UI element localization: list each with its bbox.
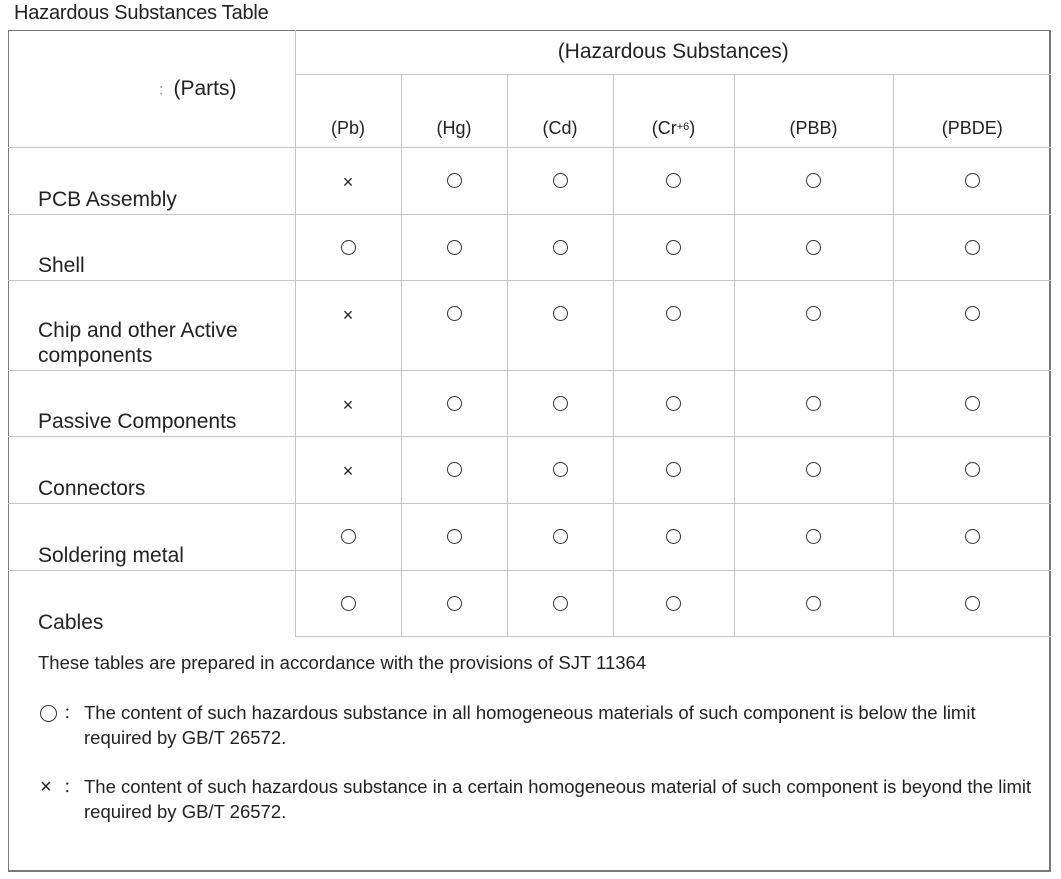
cell-pb xyxy=(295,148,401,215)
column-header-hg: (Hg) xyxy=(401,75,507,148)
circle-icon xyxy=(965,529,980,544)
part-name: Passive Components xyxy=(8,371,295,437)
cell-hg xyxy=(401,571,507,637)
cell-pb xyxy=(295,437,401,504)
circle-icon xyxy=(666,396,681,411)
circle-icon xyxy=(447,240,462,255)
table-row xyxy=(8,504,1051,571)
cell-pbb xyxy=(734,281,893,371)
circle-icon xyxy=(965,306,980,321)
circle-icon xyxy=(553,173,568,188)
header-row-1 xyxy=(8,30,1051,75)
cell-cr6 xyxy=(613,371,734,437)
table-row xyxy=(8,148,1051,215)
legend-colon: ： xyxy=(63,776,82,797)
parts-header-prefix: ： xyxy=(157,81,174,99)
cell-pbb xyxy=(734,571,893,637)
circle-icon xyxy=(806,173,821,188)
circle-icon xyxy=(553,240,568,255)
circle-icon xyxy=(806,240,821,255)
cell-cd xyxy=(507,504,613,571)
cell-pbb xyxy=(734,504,893,571)
legend-circle-text: The content of such hazardous substance in all homogeneous materials of such component is below the limit required by GB/T 26572. xyxy=(84,702,976,748)
cell-pbde xyxy=(893,437,1051,504)
column-header-pb: (Pb) xyxy=(295,75,401,148)
cell-cr6 xyxy=(613,437,734,504)
circle-icon xyxy=(553,396,568,411)
circle-icon xyxy=(666,462,681,477)
legend-colon: ： xyxy=(63,702,82,723)
cell-pbde xyxy=(893,281,1051,371)
standard-note: These tables are prepared in accordance with the provisions of SJT 11364 xyxy=(38,652,647,673)
cell-cr6 xyxy=(613,571,734,637)
circle-icon xyxy=(553,462,568,477)
cell-hg xyxy=(401,148,507,215)
cell-hg xyxy=(401,504,507,571)
table-row xyxy=(8,437,1051,504)
parts-header xyxy=(8,30,295,148)
cell-cd xyxy=(507,215,613,281)
substances-header: (Hazardous Substances) xyxy=(295,30,1051,75)
cell-pb xyxy=(295,281,401,371)
cell-pbde xyxy=(893,371,1051,437)
table-row xyxy=(8,215,1051,281)
column-header-pbde: (PBDE) xyxy=(893,75,1051,148)
hazardous-substances-table xyxy=(8,30,1051,637)
cross-icon: × xyxy=(342,305,354,325)
part-name: Chip and other Active components xyxy=(8,281,295,371)
cell-hg xyxy=(401,281,507,371)
part-name: PCB Assembly xyxy=(8,148,295,215)
circle-icon xyxy=(666,240,681,255)
cell-cr6 xyxy=(613,281,734,371)
table-body xyxy=(8,148,1051,637)
cell-cd xyxy=(507,281,613,371)
circle-icon xyxy=(341,240,356,255)
cell-pbb xyxy=(734,148,893,215)
circle-icon xyxy=(447,596,462,611)
cell-cd xyxy=(507,148,613,215)
document-title: Hazardous Substances Table xyxy=(14,2,269,24)
cell-hg xyxy=(401,437,507,504)
legend-circle xyxy=(38,700,1038,750)
cross-icon: × xyxy=(40,776,52,798)
circle-icon xyxy=(40,703,57,728)
circle-icon xyxy=(553,529,568,544)
circle-icon xyxy=(666,529,681,544)
legend-cross xyxy=(38,774,1038,824)
table-row xyxy=(8,371,1051,437)
circle-icon xyxy=(965,396,980,411)
circle-icon xyxy=(341,596,356,611)
cell-hg xyxy=(401,215,507,281)
circle-icon xyxy=(806,306,821,321)
circle-icon xyxy=(341,529,356,544)
cell-cr6 xyxy=(613,215,734,281)
cell-pbde xyxy=(893,571,1051,637)
circle-icon xyxy=(553,596,568,611)
cell-cr6 xyxy=(613,148,734,215)
circle-icon xyxy=(806,596,821,611)
parts-header-label: (Parts) xyxy=(173,76,237,100)
circle-icon xyxy=(447,173,462,188)
cell-pbb xyxy=(734,371,893,437)
cell-pb xyxy=(295,371,401,437)
circle-icon xyxy=(553,306,568,321)
column-header-cr6: $(Cr^{+6})$ xyxy=(613,75,734,148)
cell-cr6 xyxy=(613,504,734,571)
circle-icon xyxy=(447,396,462,411)
circle-icon xyxy=(965,596,980,611)
cell-cd xyxy=(507,371,613,437)
legend-cross-text: The content of such hazardous substance in a certain homogeneous material of such component is beyond the limit required by GB/T 26572. xyxy=(84,776,1032,822)
cell-cd xyxy=(507,437,613,504)
cross-icon: × xyxy=(342,461,354,481)
circle-icon xyxy=(447,529,462,544)
circle-icon xyxy=(806,529,821,544)
cell-pbb xyxy=(734,437,893,504)
cell-pbde xyxy=(893,504,1051,571)
circle-icon xyxy=(965,173,980,188)
cell-pb xyxy=(295,571,401,637)
part-name: Shell xyxy=(8,215,295,281)
cell-cd xyxy=(507,571,613,637)
cell-pbb xyxy=(734,215,893,281)
circle-icon xyxy=(666,306,681,321)
circle-icon xyxy=(806,396,821,411)
circle-icon xyxy=(447,462,462,477)
table-row xyxy=(8,571,1051,637)
column-header-cd: (Cd) xyxy=(507,75,613,148)
circle-icon xyxy=(806,462,821,477)
column-header-pbb: (PBB) xyxy=(734,75,893,148)
cell-pb xyxy=(295,504,401,571)
cell-pbde xyxy=(893,148,1051,215)
cross-icon: × xyxy=(342,172,354,192)
part-name: Soldering metal xyxy=(8,504,295,571)
table-row xyxy=(8,281,1051,371)
cell-hg xyxy=(401,371,507,437)
circle-icon xyxy=(965,462,980,477)
circle-icon xyxy=(666,596,681,611)
cross-icon: × xyxy=(342,395,354,415)
circle-icon xyxy=(666,173,681,188)
notes-section xyxy=(38,652,1038,824)
circle-icon xyxy=(965,240,980,255)
part-name: Connectors xyxy=(8,437,295,504)
part-name: Cables xyxy=(8,571,295,637)
circle-icon xyxy=(447,306,462,321)
cell-pb xyxy=(295,215,401,281)
cell-pbde xyxy=(893,215,1051,281)
